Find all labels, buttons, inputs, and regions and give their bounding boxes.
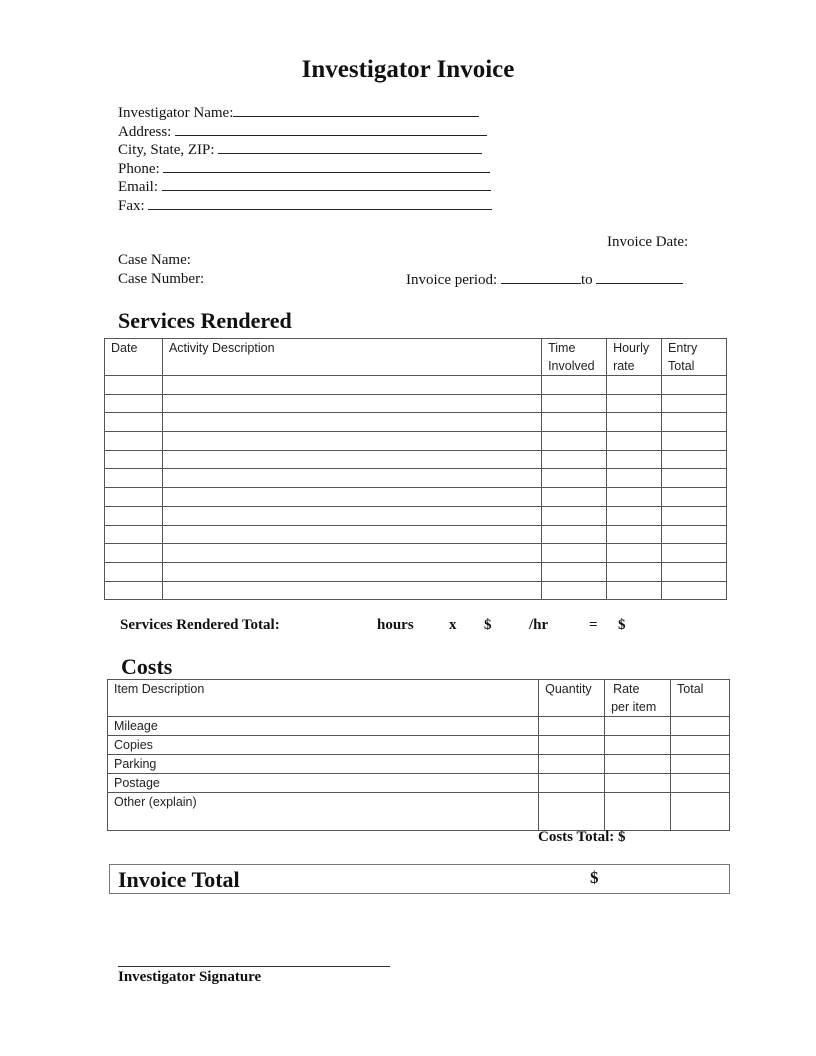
column-header-date: Date <box>105 339 163 376</box>
address-input[interactable] <box>175 122 487 136</box>
time-cell[interactable] <box>542 432 607 451</box>
date-cell[interactable] <box>105 413 163 432</box>
column-header-quantity: Quantity <box>539 680 605 717</box>
entry-total-cell[interactable] <box>662 525 727 544</box>
entry-total-cell[interactable] <box>662 413 727 432</box>
entry-total-cell[interactable] <box>662 581 727 600</box>
time-cell[interactable] <box>542 469 607 488</box>
item-cell: Mileage <box>108 717 539 736</box>
invoice-period-field[interactable] <box>406 270 683 290</box>
activity-cell[interactable] <box>162 506 541 525</box>
date-cell[interactable] <box>105 432 163 451</box>
services-total-times: x <box>449 617 457 633</box>
date-cell[interactable] <box>105 376 163 395</box>
invoice-total-currency: $ <box>590 868 599 887</box>
services-table-header <box>105 339 727 376</box>
signature-label: Investigator Signature <box>118 969 262 985</box>
rate-cell[interactable] <box>607 394 662 413</box>
investigator-name-input[interactable] <box>233 103 479 117</box>
activity-cell[interactable] <box>162 544 541 563</box>
rate-cell[interactable] <box>605 793 671 831</box>
costs-heading: Costs <box>121 654 173 679</box>
quantity-cell[interactable] <box>539 736 605 755</box>
invoice-date-label: Invoice Date: <box>607 234 689 250</box>
address-label: Address: <box>118 123 172 140</box>
table-row <box>108 717 730 736</box>
total-cell[interactable] <box>671 774 730 793</box>
activity-cell[interactable] <box>162 581 541 600</box>
activity-cell[interactable] <box>162 562 541 581</box>
email-input[interactable] <box>162 177 491 191</box>
table-row <box>108 793 730 831</box>
invoice-period-label: Invoice period: <box>406 271 498 288</box>
fax-label: Fax: <box>118 197 145 214</box>
date-cell[interactable] <box>105 562 163 581</box>
table-row <box>105 469 727 488</box>
time-cell[interactable] <box>542 506 607 525</box>
entry-total-cell[interactable] <box>662 506 727 525</box>
date-cell[interactable] <box>105 544 163 563</box>
city-state-zip-field[interactable] <box>118 140 482 160</box>
date-cell[interactable] <box>105 450 163 469</box>
table-row <box>105 544 727 563</box>
activity-cell[interactable] <box>162 394 541 413</box>
page-title: Investigator Invoice <box>301 56 515 83</box>
date-cell[interactable] <box>105 506 163 525</box>
time-cell[interactable] <box>542 394 607 413</box>
investigator-name-label: Investigator Name: <box>118 105 234 121</box>
table-row <box>108 736 730 755</box>
email-field[interactable] <box>118 177 491 197</box>
time-cell[interactable] <box>542 450 607 469</box>
costs-table <box>107 679 730 831</box>
table-row <box>105 450 727 469</box>
column-header-activity-description: Activity Description <box>162 339 541 376</box>
date-cell[interactable] <box>105 469 163 488</box>
entry-total-cell[interactable] <box>662 562 727 581</box>
rate-cell[interactable] <box>607 562 662 581</box>
item-cell: Other (explain) <box>108 793 539 831</box>
time-cell[interactable] <box>542 581 607 600</box>
city-state-zip-input[interactable] <box>218 140 482 154</box>
activity-cell[interactable] <box>162 432 541 451</box>
rate-cell[interactable] <box>607 581 662 600</box>
column-header-rate-per-item: Rate per item <box>605 680 671 717</box>
address-field[interactable] <box>118 122 487 142</box>
rate-cell[interactable] <box>607 450 662 469</box>
case-name-label: Case Name: <box>118 252 191 268</box>
fax-input[interactable] <box>148 196 492 210</box>
table-row <box>105 488 727 507</box>
rate-cell[interactable] <box>605 755 671 774</box>
activity-cell[interactable] <box>162 450 541 469</box>
city-state-zip-label: City, State, ZIP: <box>118 142 215 158</box>
column-header-time-involved: Time Involved <box>542 339 607 376</box>
investigator-name-field[interactable] <box>118 103 479 123</box>
table-row <box>105 506 727 525</box>
entry-total-cell[interactable] <box>662 544 727 563</box>
services-total-dollar-result: $ <box>618 617 626 633</box>
table-row <box>105 413 727 432</box>
date-cell[interactable] <box>105 488 163 507</box>
entry-total-cell[interactable] <box>662 394 727 413</box>
invoice-period-to-label: to <box>580 271 593 288</box>
item-cell: Copies <box>108 736 539 755</box>
table-row <box>105 562 727 581</box>
entry-total-cell[interactable] <box>662 488 727 507</box>
entry-total-cell[interactable] <box>662 469 727 488</box>
quantity-cell[interactable] <box>539 774 605 793</box>
services-total-equals: = <box>589 617 598 633</box>
column-header-total: Total <box>671 680 730 717</box>
time-cell[interactable] <box>542 544 607 563</box>
rate-cell[interactable] <box>607 469 662 488</box>
case-number-label: Case Number: <box>118 270 205 287</box>
entry-total-cell[interactable] <box>662 450 727 469</box>
activity-cell[interactable] <box>162 525 541 544</box>
column-header-entry-total: Entry Total <box>662 339 727 376</box>
table-row <box>105 525 727 544</box>
services-total-per-hr: /hr <box>529 617 549 633</box>
phone-field[interactable] <box>118 159 490 179</box>
rate-cell[interactable] <box>607 376 662 395</box>
quantity-cell[interactable] <box>539 793 605 831</box>
total-cell[interactable] <box>671 793 730 831</box>
time-cell[interactable] <box>542 525 607 544</box>
services-total-hours: hours <box>377 617 414 633</box>
invoice-period-start-input[interactable] <box>501 270 581 284</box>
time-cell[interactable] <box>542 376 607 395</box>
services-total-label: Services Rendered Total: <box>120 617 280 633</box>
entry-total-cell[interactable] <box>662 376 727 395</box>
activity-cell[interactable] <box>162 469 541 488</box>
costs-table-header <box>108 680 730 717</box>
quantity-cell[interactable] <box>539 755 605 774</box>
time-cell[interactable] <box>542 562 607 581</box>
item-cell: Postage <box>108 774 539 793</box>
fax-field[interactable] <box>118 196 492 216</box>
invoice-total-box <box>109 864 730 894</box>
services-table <box>104 338 727 600</box>
email-label: Email: <box>118 179 158 195</box>
signature-line[interactable] <box>118 966 390 967</box>
rate-cell[interactable] <box>607 488 662 507</box>
table-row <box>108 774 730 793</box>
item-cell: Parking <box>108 755 539 774</box>
quantity-cell[interactable] <box>539 717 605 736</box>
table-row <box>105 394 727 413</box>
column-header-hourly-rate: Hourly rate <box>607 339 662 376</box>
invoice-total-label: Invoice Total <box>118 867 240 892</box>
services-total-dollar: $ <box>484 617 492 633</box>
rate-cell[interactable] <box>607 525 662 544</box>
entry-total-cell[interactable] <box>662 432 727 451</box>
table-row <box>105 376 727 395</box>
rate-cell[interactable] <box>607 506 662 525</box>
activity-cell[interactable] <box>162 488 541 507</box>
phone-input[interactable] <box>163 159 490 173</box>
rate-cell[interactable] <box>607 544 662 563</box>
date-cell[interactable] <box>105 394 163 413</box>
table-row <box>108 755 730 774</box>
activity-cell[interactable] <box>162 376 541 395</box>
date-cell[interactable] <box>105 525 163 544</box>
total-cell[interactable] <box>671 755 730 774</box>
services-rendered-heading: Services Rendered <box>118 308 292 333</box>
activity-cell[interactable] <box>162 413 541 432</box>
table-row <box>105 581 727 600</box>
date-cell[interactable] <box>105 581 163 600</box>
phone-label: Phone: <box>118 160 160 177</box>
rate-cell[interactable] <box>605 717 671 736</box>
time-cell[interactable] <box>542 413 607 432</box>
total-cell[interactable] <box>671 717 730 736</box>
rate-cell[interactable] <box>605 774 671 793</box>
invoice-period-end-input[interactable] <box>596 270 683 284</box>
total-cell[interactable] <box>671 736 730 755</box>
costs-total-label: Costs Total: $ <box>538 829 626 845</box>
column-header-item-description: Item Description <box>108 680 539 717</box>
table-row <box>105 432 727 451</box>
time-cell[interactable] <box>542 488 607 507</box>
rate-cell[interactable] <box>607 413 662 432</box>
rate-cell[interactable] <box>607 432 662 451</box>
rate-cell[interactable] <box>605 736 671 755</box>
